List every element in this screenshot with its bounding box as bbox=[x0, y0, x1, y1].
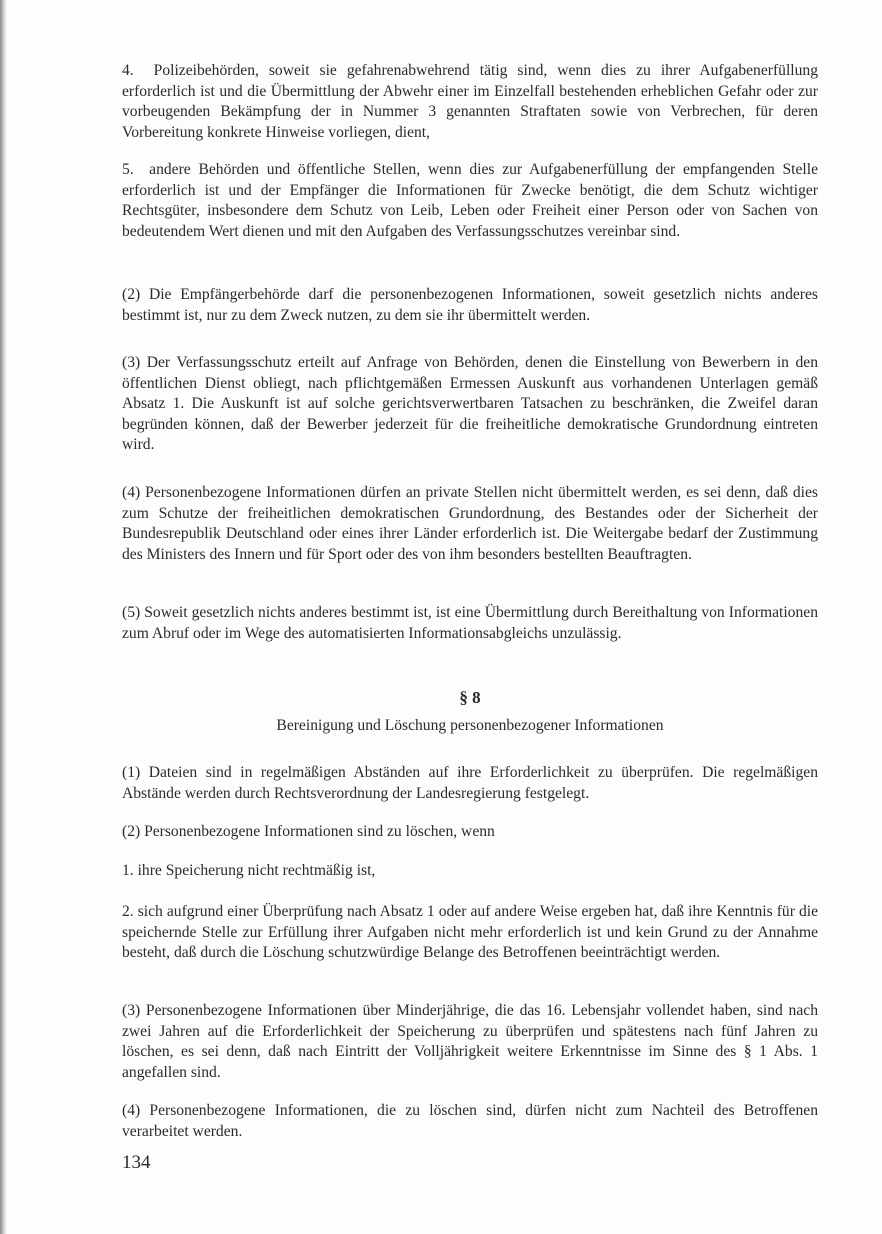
list-item-number: 5. bbox=[122, 161, 134, 178]
page-number: 134 bbox=[122, 1152, 151, 1173]
section8-list-item-2: 2. sich aufgrund einer Überprüfung nach Absatz 1 oder auf andere Weise ergeben hat, daß ihre Kenntnis für die speichernde Stelle zur Erfüllung ihrer Aufgaben nicht mehr erforderlich ist und kein Grund zu der Annahme besteht, daß durch die Löschung schutzwürdige Belange des Betroffenen beeinträchtigt werden. bbox=[122, 903, 818, 962]
section8-list-item-1: 1. ihre Speicherung nicht rechtmäßig ist, bbox=[122, 862, 376, 879]
section8-paragraph-abs-1: (1) Dateien sind in regelmäßigen Abständen auf ihre Erforderlichkeit zu überprüfen. Die regelmäßigen Abstände werden durch Rechtsverordnung der Landesregierung festgelegt. bbox=[122, 764, 818, 802]
paragraph-abs-4: (4) Personenbezogene Informationen dürfen an private Stellen nicht übermittelt werden, es sei denn, daß dies zum Schutze der freiheitlichen demokratischen Grundordnung, des Bestandes oder der Sicherheit der Bundesrepublik Deutschland oder eines ihrer Länder erforderlich ist. Die Weitergabe bedarf der Zustimmung des Ministers des Innern und für Sport oder des von ihm besonders bestellten Beauftragten. bbox=[122, 484, 818, 563]
section-heading: § 8 bbox=[459, 688, 481, 707]
paragraph-abs-3: (3) Der Verfassungsschutz erteilt auf Anfrage von Behörden, denen die Einstellung von Bewerbern in den öffentlichen Dienst obliegt, nach pflichtgemäßen Ermessen Auskunft aus vorhandenen Unterlagen gemäß Absatz 1. Die Auskunft ist auf solche gerichtsverwertbaren Tatsachen zu beschränken, die Zweifel daran begründen können, daß der Bewerber jederzeit für die freiheitliche demokratische Grundordnung eintreten wird. bbox=[122, 354, 818, 454]
paragraph-abs-5: (5) Soweit gesetzlich nichts anderes bestimmt ist, ist eine Übermittlung durch Bereithaltung von Informationen zum Abruf oder im Wege des automatisierten Informationsabgleichs unzulässig. bbox=[122, 604, 818, 642]
scan-edge-shadow bbox=[0, 0, 7, 1234]
paragraph-abs-2: (2) Die Empfängerbehörde darf die personenbezogenen Informationen, soweit gesetzlich nichts anderes bestimmt ist, nur zu dem Zweck nutzen, zu dem sie ihr übermittelt werden. bbox=[122, 286, 818, 324]
section8-paragraph-abs-2: (2) Personenbezogene Informationen sind zu löschen, wenn bbox=[122, 823, 495, 840]
list-item-text: Polizeibehörden, soweit sie gefahrenabwehrend tätig sind, wenn dies zu ihrer Aufgabenerfüllung erforderlich ist und die Übermittlung der Abwehr einer im Einzelfall bestehenden erheblichen Gefahr oder zur vorbeugenden Bekämpfung der in Nummer 3 genannten Straftaten sowie von Verbrechen, für deren Vorbereitung konkrete Hinweise vorliegen, dient, bbox=[122, 62, 819, 141]
list-item-4 bbox=[122, 61, 818, 143]
list-item-number: 4. bbox=[122, 62, 134, 79]
list-item-text: andere Behörden und öffentliche Stellen, wenn dies zur Aufgabenerfüllung der empfangenden Stelle erforderlich ist und der Empfänger die Informationen für Zwecke benötigt, die dem Schutz wichtiger Rechtsgüter, insbesondere dem Schutz von Leib, Leben oder Freiheit einer Person oder von Sachen von bedeutendem Wert dienen und mit den Aufgaben des Verfassungsschutzes vereinbar sind. bbox=[122, 161, 819, 240]
section8-paragraph-abs-4: (4) Personenbezogene Informationen, die zu löschen sind, dürfen nicht zum Nachteil des Betroffenen verarbeitet werden. bbox=[122, 1102, 818, 1140]
section8-paragraph-abs-3: (3) Personenbezogene Informationen über Minderjährige, die das 16. Lebensjahr vollendet haben, sind nach zwei Jahren auf die Erforderlichkeit der Speicherung zu überprüfen und spätestens nach fünf Jahren zu löschen, es sei denn, daß nach Eintritt der Volljährigkeit weitere Erkenntnisse im Sinne des § 1 Abs. 1 angefallen sind. bbox=[122, 1002, 818, 1081]
list-item-5 bbox=[122, 160, 818, 242]
section-title: Bereinigung und Löschung personenbezogener Informationen bbox=[276, 717, 664, 734]
